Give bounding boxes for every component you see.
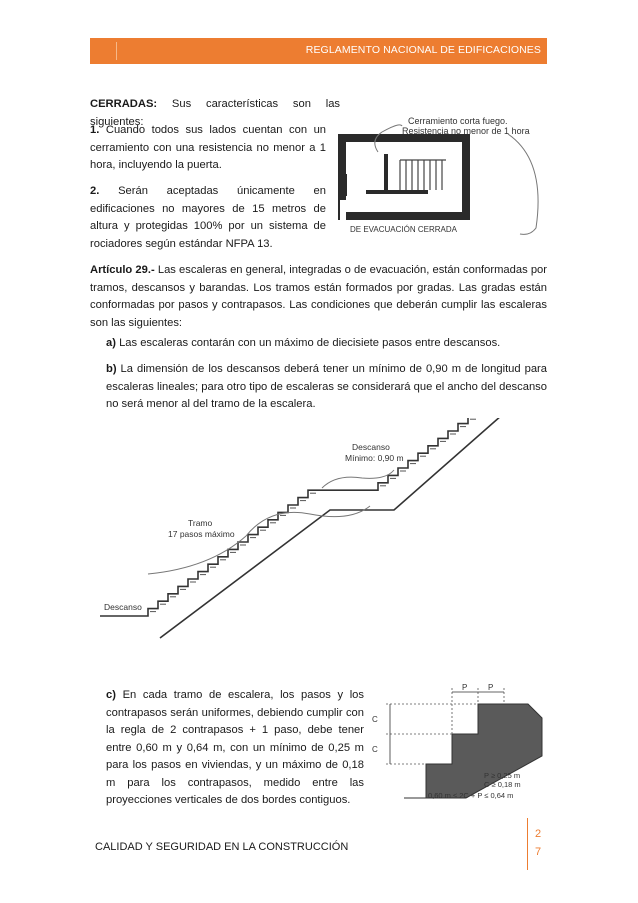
cerradas-title: CERRADAS:	[90, 98, 158, 110]
plan-stair-treads	[400, 160, 446, 190]
item-b-label: b)	[106, 363, 117, 375]
step-rule-3: 0,60 m ≤ 2C + P ≤ 0,64 m	[428, 791, 514, 800]
descanso-bottom-label: Descanso	[104, 602, 142, 612]
step-profile	[404, 704, 542, 798]
plan-caption: DE EVACUACIÓN CERRADA	[350, 225, 457, 234]
item-c-label: c)	[106, 689, 116, 701]
tramo-label-1: Tramo	[188, 518, 213, 528]
page-number-digit-2: 7	[534, 846, 542, 858]
plan-door-gap	[340, 200, 346, 220]
plan-leader-bracket	[508, 134, 538, 234]
stair-outline	[100, 418, 542, 638]
header-title: REGLAMENTO NACIONAL DE EDIFICACIONES	[305, 44, 541, 56]
articulo-29-label: Artículo 29.-	[90, 264, 155, 276]
step-rule-1: P ≥ 0,25 m	[484, 771, 521, 780]
step-c-label-1: C	[372, 715, 378, 724]
page-number-digit-1: 2	[534, 828, 542, 840]
cerradas-item-2	[90, 183, 326, 253]
footer-title: CALIDAD Y SEGURIDAD EN LA CONSTRUCCIÓN	[95, 841, 349, 853]
descanso-top-label-1: Descanso	[352, 442, 390, 452]
item-b	[106, 361, 547, 414]
cerradas-item-2-number: 2.	[90, 185, 100, 197]
plan-landing-wall	[366, 190, 428, 194]
page-number	[527, 818, 548, 870]
tramo-label-2: 17 pasos máximo	[168, 529, 235, 539]
descanso-brace	[322, 470, 394, 488]
articulo-29-text: Las escaleras en general, integradas o de evacuación, están conformadas por tramos, descansos y barandas. Los tramos están formados por gradas. Las gradas están conformadas por pasos y contrapasos. Las condiciones que deberán cumplir las escaleras son las siguientes:	[90, 264, 548, 329]
step-rule-2: C ≥ 0,18 m	[484, 780, 521, 789]
item-a-text: Las escaleras contarán con un máximo de diecisiete pasos entre descansos.	[119, 337, 501, 349]
step-p-label-2: P	[488, 683, 494, 692]
cerradas-item-2-text: Serán aceptadas únicamente en edificaciones no mayores de 15 metros de altura y protegidas 100% por un sistema de rociadores según estándar NFPA 13.	[90, 185, 327, 250]
plan-note-line-2: Resistencia no menor de 1 hora	[402, 126, 530, 136]
plan-central-wall	[384, 154, 388, 194]
header-bar	[90, 38, 547, 64]
item-b-text: La dimensión de los descansos deberá tener un mínimo de 0,90 m de longitud para escaleras lineales; para otro tipo de escaleras se considerará que el ancho del descanso no será menor al del tramo de la escalera.	[106, 363, 547, 410]
header-separator	[116, 42, 117, 60]
item-c-text: En cada tramo de escalera, los pasos y los contrapasos serán uniformes, debiendo cumplir con la regla de 2 contrapasos + 1 paso, debe tener entre 0,60 m y 0,64 m, con un mínimo de 0,25 m para los pasos en viviendas, y un máximo de 0,18 m para los contrapasos, medido entre las proyecciones verticales de dos bordes contiguos.	[106, 689, 364, 806]
articulo-29	[90, 262, 547, 332]
step-p-label-1: P	[462, 683, 468, 692]
cerradas-item-1-text: Cuando todos sus lados cuentan con un cerramiento con una resistencia no menor a 1 hora, incluyendo la puerta.	[90, 124, 327, 171]
item-c	[106, 687, 364, 810]
closed-stair-plan-figure	[330, 100, 550, 240]
descanso-top-label-2: Mínimo: 0,90 m	[345, 453, 404, 463]
plan-walls	[342, 138, 466, 216]
step-c-label-2: C	[372, 745, 378, 754]
cerradas-intro-text: Sus características son las siguientes:	[90, 98, 341, 128]
item-a	[106, 335, 547, 353]
stair-section-figure	[90, 418, 547, 640]
step-dimensions-figure	[366, 682, 550, 804]
cerradas-item-1-number: 1.	[90, 124, 100, 136]
plan-note-line-1: Cerramiento corta fuego.	[408, 116, 508, 126]
stair-treads	[150, 418, 506, 612]
item-a-label: a)	[106, 337, 116, 349]
cerradas-item-1	[90, 122, 326, 175]
